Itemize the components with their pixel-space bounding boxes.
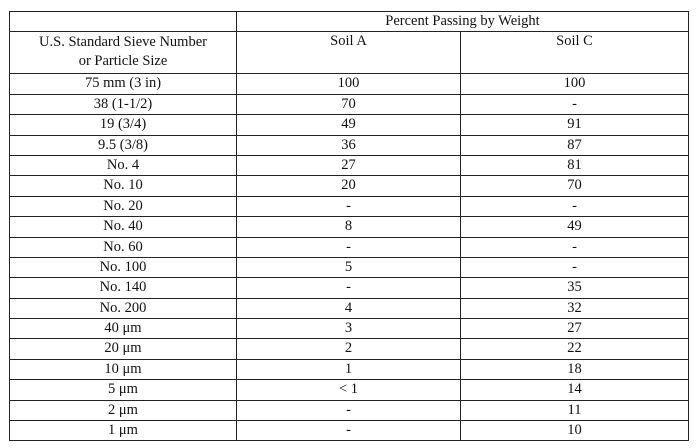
soil-a-cell: - <box>237 278 461 298</box>
table-row <box>10 319 689 339</box>
soil-c-cell: 100 <box>461 74 689 94</box>
soil-c-cell: 49 <box>461 217 689 237</box>
soil-a-cell: - <box>237 196 461 216</box>
soil-c-cell: 81 <box>461 155 689 175</box>
table-row <box>10 217 689 237</box>
table-row <box>10 400 689 420</box>
soil-a-cell: 4 <box>237 298 461 318</box>
soil-a-cell: 27 <box>237 155 461 175</box>
sieve-size-cell: No. 20 <box>10 196 237 216</box>
sieve-size-cell: 75 mm (3 in) <box>10 74 237 94</box>
soil-c-cell: 32 <box>461 298 689 318</box>
soil-a-cell: 1 <box>237 359 461 379</box>
soil-a-cell: 2 <box>237 339 461 359</box>
table-row <box>10 196 689 216</box>
soil-c-cell: - <box>461 196 689 216</box>
sieve-size-cell: No. 200 <box>10 298 237 318</box>
sieve-size-cell: 40 μm <box>10 319 237 339</box>
soil-c-cell: 14 <box>461 380 689 400</box>
sieve-size-cell: 2 μm <box>10 400 237 420</box>
sieve-size-cell: No. 4 <box>10 155 237 175</box>
soil-c-cell: 10 <box>461 421 689 441</box>
soil-a-cell: 3 <box>237 319 461 339</box>
soil-c-cell: - <box>461 94 689 114</box>
table-row <box>10 339 689 359</box>
soil-c-cell: 18 <box>461 359 689 379</box>
sieve-size-cell: No. 40 <box>10 217 237 237</box>
soil-a-cell: 36 <box>237 135 461 155</box>
soil-a-cell: 5 <box>237 257 461 277</box>
sieve-size-cell: 19 (3/4) <box>10 115 237 135</box>
column-header-row <box>10 32 689 74</box>
group-header-row <box>10 12 689 32</box>
soil-c-cell: 35 <box>461 278 689 298</box>
soil-a-cell: 49 <box>237 115 461 135</box>
table-row <box>10 94 689 114</box>
soil-c-cell: 11 <box>461 400 689 420</box>
sieve-size-cell: No. 60 <box>10 237 237 257</box>
sieve-size-header-line2: or Particle Size <box>78 53 168 70</box>
table-row <box>10 237 689 257</box>
soil-c-cell: 87 <box>461 135 689 155</box>
soil-c-cell: 91 <box>461 115 689 135</box>
soil-c-cell: - <box>461 257 689 277</box>
sieve-size-cell: No. 140 <box>10 278 237 298</box>
sieve-size-cell: 1 μm <box>10 421 237 441</box>
sieve-size-header <box>10 32 237 74</box>
sieve-size-cell: 20 μm <box>10 339 237 359</box>
table-row <box>10 176 689 196</box>
percent-passing-header: Percent Passing by Weight <box>237 12 689 32</box>
sieve-size-cell: 9.5 (3/8) <box>10 135 237 155</box>
soil-c-cell: 70 <box>461 176 689 196</box>
empty-corner-cell <box>10 12 237 32</box>
table-row <box>10 257 689 277</box>
sieve-size-header-line1: U.S. Standard Sieve Number <box>39 34 207 51</box>
sieve-size-cell: 5 μm <box>10 380 237 400</box>
soil-a-cell: < 1 <box>237 380 461 400</box>
table-row <box>10 421 689 441</box>
table-row <box>10 278 689 298</box>
table-row <box>10 115 689 135</box>
soil-a-cell: - <box>237 237 461 257</box>
soil-a-cell: 8 <box>237 217 461 237</box>
table-row <box>10 155 689 175</box>
soil-a-header: Soil A <box>237 32 461 74</box>
table-row <box>10 380 689 400</box>
table-row <box>10 359 689 379</box>
table-row <box>10 74 689 94</box>
sieve-analysis-table <box>9 11 689 441</box>
soil-c-header: Soil C <box>461 32 689 74</box>
soil-c-cell: 27 <box>461 319 689 339</box>
sieve-size-cell: No. 10 <box>10 176 237 196</box>
soil-c-cell: 22 <box>461 339 689 359</box>
sieve-size-cell: No. 100 <box>10 257 237 277</box>
sieve-size-cell: 10 μm <box>10 359 237 379</box>
soil-a-cell: - <box>237 421 461 441</box>
soil-a-cell: 70 <box>237 94 461 114</box>
table-row <box>10 135 689 155</box>
soil-a-cell: 20 <box>237 176 461 196</box>
soil-a-cell: 100 <box>237 74 461 94</box>
soil-c-cell: - <box>461 237 689 257</box>
sieve-size-cell: 38 (1-1/2) <box>10 94 237 114</box>
table-row <box>10 298 689 318</box>
soil-a-cell: - <box>237 400 461 420</box>
